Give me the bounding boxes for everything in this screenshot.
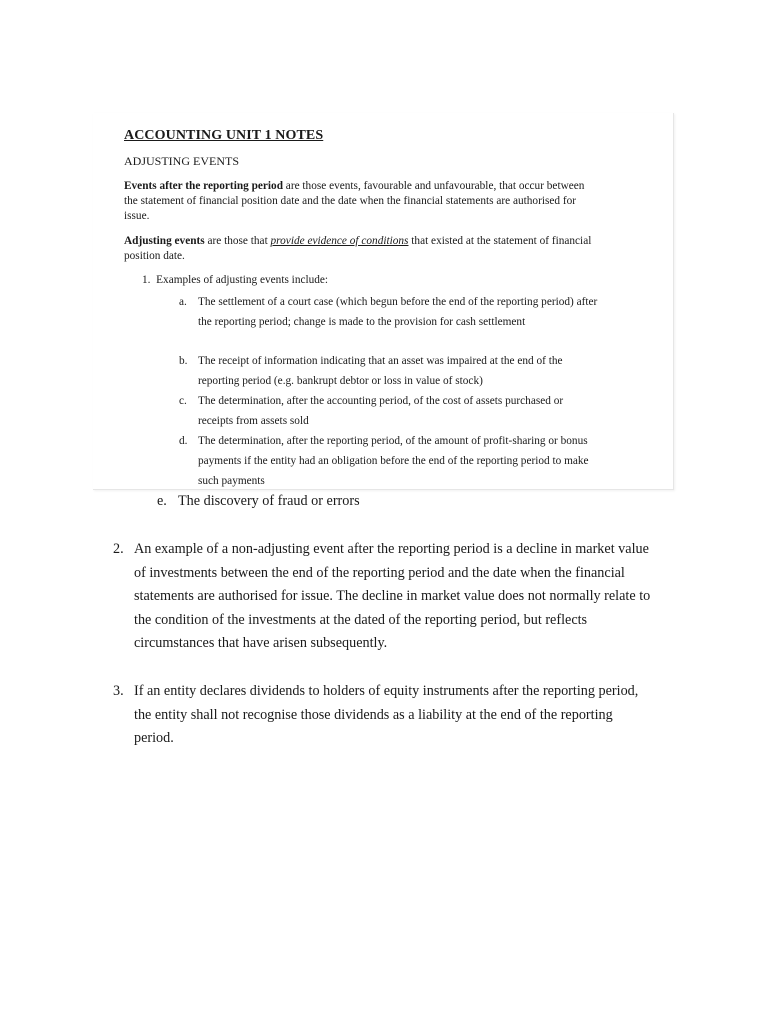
sub-list-item-b xyxy=(179,351,599,391)
defined-term: Events after the reporting period xyxy=(124,180,283,192)
sub-list-text: The receipt of information indicating that an asset was impaired at the end of the reporting period (e.g. bankrupt debtor or loss in value of stock) xyxy=(198,355,563,387)
sub-list-letter: a. xyxy=(179,296,187,308)
list-text: If an entity declares dividends to holders of equity instruments after the reporting period, the entity shall not recognise those dividends as a liability at the end of the reporting period. xyxy=(134,683,639,746)
list-text: Examples of adjusting events include: xyxy=(156,274,329,286)
pasted-notes-excerpt xyxy=(93,113,674,490)
sub-list-text: The settlement of a court case (which begun before the end of the reporting period) after the reporting period; change is made to the provision for cash settlement xyxy=(198,296,598,328)
defined-term: Adjusting events xyxy=(124,235,205,247)
list-number: 2. xyxy=(113,541,124,557)
definition-text: are those that xyxy=(204,235,271,247)
sub-list-text: The discovery of fraud or errors xyxy=(178,493,360,509)
sub-list-item-e xyxy=(157,493,360,510)
list-item-3 xyxy=(113,680,653,751)
sub-list-item-c xyxy=(179,391,599,431)
definition-text: that existed at the statement of financial position date. xyxy=(124,235,592,262)
sub-list-letter: c. xyxy=(179,395,187,407)
definition-adjusting-events xyxy=(124,234,594,264)
emphasized-phrase: provide evidence of conditions xyxy=(270,235,409,247)
notes-title: ACCOUNTING UNIT 1 NOTES xyxy=(124,128,324,143)
sub-list-letter: d. xyxy=(179,435,188,447)
notes-subtitle: ADJUSTING EVENTS xyxy=(124,154,239,168)
sub-list-text: The determination, after the accounting period, of the cost of assets purchased or receipts from assets sold xyxy=(198,395,564,427)
sub-list-item-d xyxy=(179,431,599,491)
sub-list-letter: b. xyxy=(179,355,188,367)
sub-list-text: The determination, after the reporting period, of the amount of profit-sharing or bonus payments if the entity had an obligation before the end of the reporting period to make such payments xyxy=(198,435,589,487)
definition-events-after-reporting-period xyxy=(124,179,594,224)
sub-list-letter: e. xyxy=(157,493,167,509)
list-text: An example of a non-adjusting event after the reporting period is a decline in market value of investments between the end of the reporting period and the date when the financial statements are authorised for issue. The decline in market value does not normally relate to the condition of the investments at the dated of the reporting period, but reflects circumstances that have arisen subsequently. xyxy=(134,541,651,651)
sub-list-item-a xyxy=(179,292,599,332)
list-item-2 xyxy=(113,538,653,656)
list-number: 1. xyxy=(142,274,151,286)
list-number: 3. xyxy=(113,683,124,699)
list-item-1 xyxy=(142,274,328,286)
definition-text: are those events, favourable and unfavourable, that occur between the statement of financial position date and the date when the financial statements are authorised for issue. xyxy=(124,180,585,222)
